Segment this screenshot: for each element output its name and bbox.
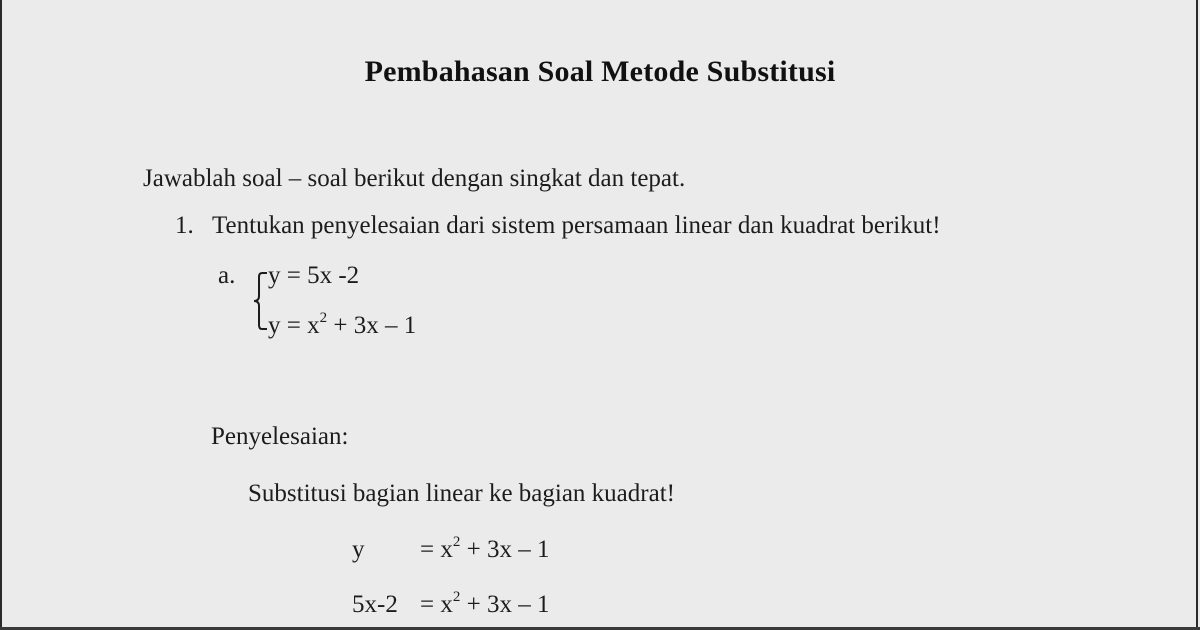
equation-exponent: 2 xyxy=(319,310,328,326)
solution-instruction: Substitusi bagian linear ke bagian kuadrat! xyxy=(248,480,675,507)
step-1-rhs-left: = x xyxy=(420,536,453,563)
step-1-rhs xyxy=(420,536,549,564)
step-2-lhs: 5x-2 xyxy=(352,591,398,618)
intro-instruction: Jawablah soal – soal berikut dengan singkat dan tepat. xyxy=(143,165,686,192)
step-1-rhs-right: + 3x – 1 xyxy=(460,536,550,563)
page-left-border xyxy=(0,0,2,630)
document-title: Pembahasan Soal Metode Substitusi xyxy=(364,55,836,88)
equation-left: y = x xyxy=(268,312,320,339)
question-number: 1. xyxy=(175,212,194,239)
page-right-border xyxy=(1196,0,1198,630)
system-equation-quadratic xyxy=(268,312,416,340)
step-1-lhs: y xyxy=(352,536,365,563)
equation-right: + 3x – 1 xyxy=(327,312,417,339)
system-equation-linear: y = 5x -2 xyxy=(268,262,360,289)
step-2-rhs-left: = x xyxy=(420,591,453,618)
sub-question-label: a. xyxy=(218,262,236,289)
step-2-rhs-right: + 3x – 1 xyxy=(460,591,550,618)
step-2-exponent: 2 xyxy=(452,589,461,605)
system-brace-icon xyxy=(252,272,268,330)
question-text: Tentukan penyelesaian dari sistem persamaan linear dan kuadrat berikut! xyxy=(212,212,941,239)
step-2-rhs xyxy=(420,591,549,619)
solution-label: Penyelesaian: xyxy=(211,423,349,450)
step-1-exponent: 2 xyxy=(452,534,461,550)
